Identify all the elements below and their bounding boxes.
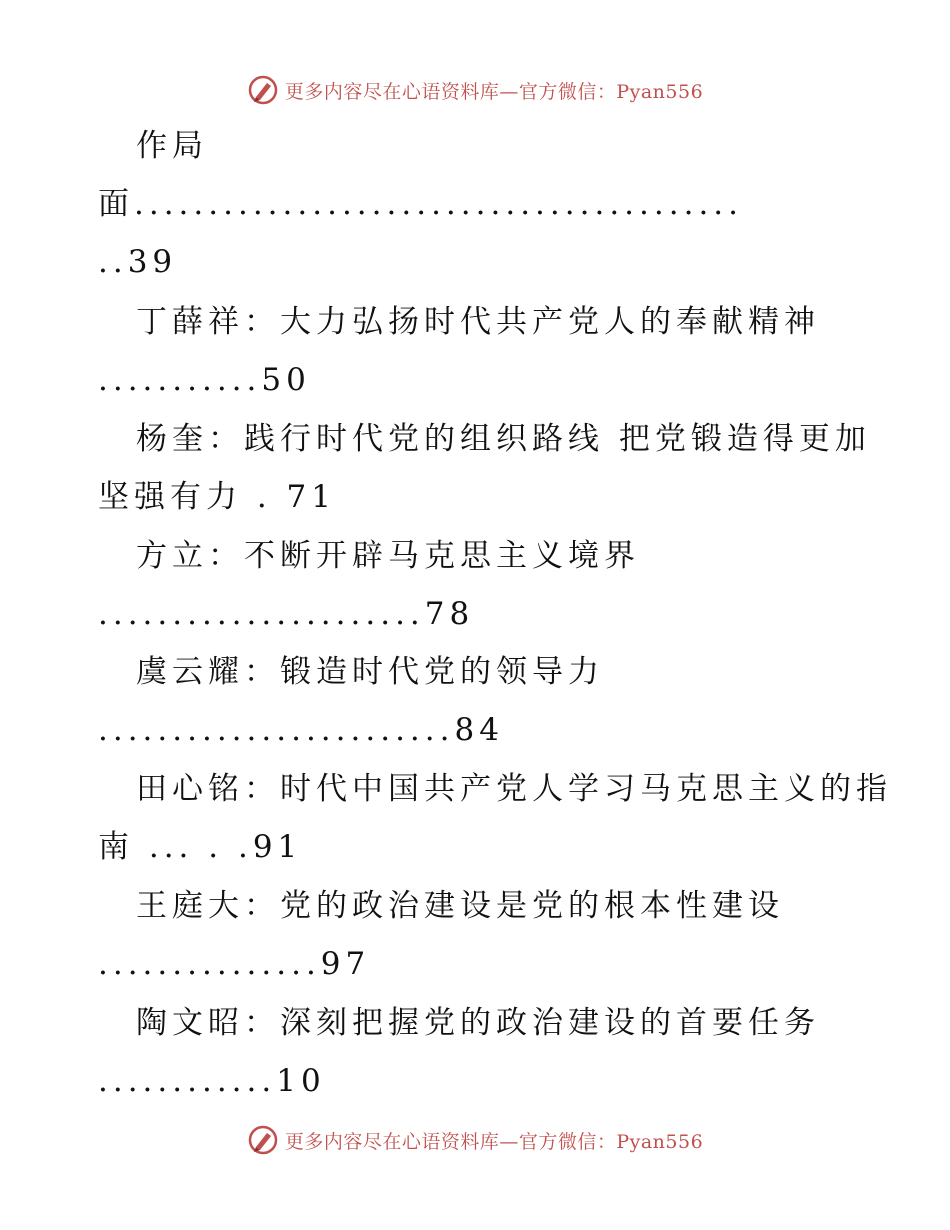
toc-line: 坚强有力 . 71 <box>98 479 337 515</box>
toc-line: 陶文昭：深刻把握党的政治建设的首要任务 <box>136 1005 820 1041</box>
toc-page-number: ...........50 <box>98 362 311 398</box>
footer-watermark-banner <box>0 1120 950 1160</box>
toc-page-number: ......................78 <box>98 596 475 632</box>
toc-page-number: ............10 <box>98 1063 326 1099</box>
toc-line: 方立：不断开辟马克思主义境界 <box>136 538 640 574</box>
toc-line: 南 ... . .91 <box>98 829 303 865</box>
toc-line: 王庭大：党的政治建设是党的根本性建设 <box>136 888 784 924</box>
toc-line: 丁薛祥：大力弘扬时代共产党人的奉献精神 <box>136 304 820 340</box>
toc-page-number: ..39 <box>98 244 178 280</box>
toc-page-number: ...............97 <box>98 946 371 982</box>
header-watermark-text: 更多内容尽在心语资料库—官方微信：Pyan556 <box>284 80 704 103</box>
toc-line: 杨奎：践行时代党的组织路线 把党锻造得更加 <box>136 421 871 457</box>
pen-circle-logo-icon <box>247 74 279 106</box>
toc-line: 面......................................... <box>98 186 744 222</box>
toc-line: 虞云耀：锻造时代党的领导力 <box>136 654 604 690</box>
header-watermark-banner <box>0 70 950 110</box>
toc-page-number: ........................84 <box>98 712 504 748</box>
toc-line: 田心铭：时代中国共产党人学习马克思主义的指 <box>136 771 892 807</box>
pen-circle-logo-icon <box>247 1124 279 1156</box>
toc-line: 作局 <box>136 128 208 164</box>
footer-watermark-text: 更多内容尽在心语资料库—官方微信：Pyan556 <box>284 1130 704 1153</box>
